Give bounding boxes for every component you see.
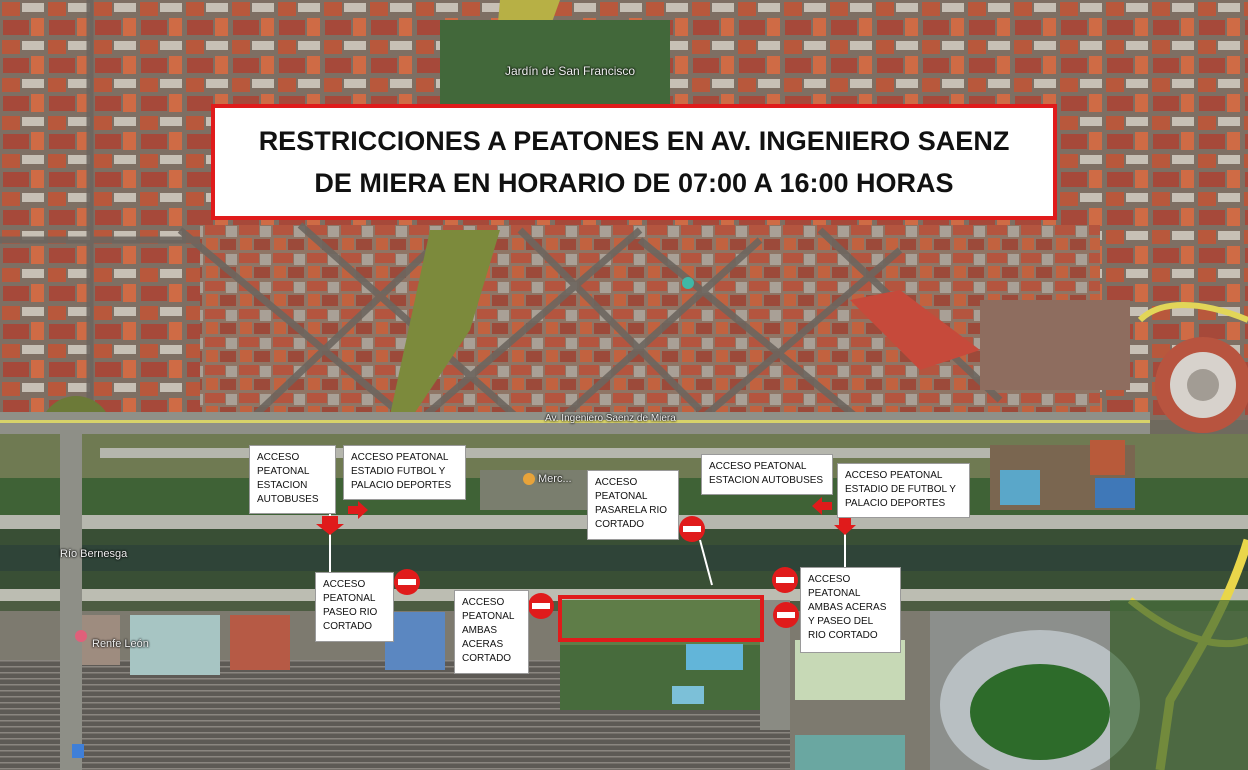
callout-text: ESTACION AUTOBUSES <box>709 475 824 486</box>
title-line-2: DE MIERA EN HORARIO DE 07:00 A 16:00 HORAS <box>314 168 954 198</box>
callout-text: AUTOBUSES <box>257 494 319 505</box>
callout-text: ACERAS <box>462 639 504 650</box>
callout-text: PEATONAL <box>323 593 376 604</box>
park-label: Jardín de San Francisco <box>505 64 636 78</box>
no-entry-icon <box>679 516 705 542</box>
callout-pasarela <box>587 470 679 540</box>
callout-text: RIO CORTADO <box>808 630 878 641</box>
restriction-title-box <box>211 104 1057 220</box>
callout-paseo-rio <box>315 572 394 642</box>
callout-text: ESTADIO FUTBOL Y <box>351 466 446 477</box>
callout-text: CORTADO <box>323 621 373 632</box>
place-marker-icon <box>72 744 84 758</box>
callout-ambas-aceras-left <box>454 590 529 674</box>
callout-text: ESTADIO DE FUTBOL Y <box>845 484 956 495</box>
callout-text: ACCESO PEATONAL <box>709 461 807 472</box>
no-entry-icon <box>528 593 554 619</box>
title-line-1: RESTRICCIONES A PEATONES EN AV. INGENIERO SAENZ <box>258 126 1010 156</box>
callout-text: PALACIO DEPORTES <box>351 480 452 491</box>
callout-stadium-right <box>837 463 970 518</box>
callout-text: PASEO RIO <box>323 607 378 618</box>
place-marker-icon <box>682 277 694 289</box>
callout-text: ACCESO <box>257 452 300 463</box>
callout-text: ESTACION <box>257 480 308 491</box>
no-entry-icon <box>394 569 420 595</box>
callout-text: PEATONAL <box>462 611 515 622</box>
no-entry-icon <box>773 602 799 628</box>
callout-text: AMBAS <box>462 625 498 636</box>
callout-text: Y PASEO DEL <box>808 616 874 627</box>
avenue-label: Av. Ingeniero Saenz de Miera <box>545 413 676 424</box>
callout-text: PEATONAL <box>808 588 861 599</box>
callout-text: ACCESO PEATONAL <box>351 452 449 463</box>
callout-text: PEATONAL <box>257 466 310 477</box>
callout-text: CORTADO <box>595 519 645 530</box>
station-label: Renfe León <box>92 638 149 650</box>
callout-text: PEATONAL <box>595 491 648 502</box>
no-entry-icon <box>772 567 798 593</box>
callout-text: AMBAS ACERAS <box>808 602 887 613</box>
callout-bus-station-left <box>249 445 336 514</box>
callout-text: CORTADO <box>462 653 512 664</box>
callout-text: ACCESO PEATONAL <box>845 470 943 481</box>
callout-text: ACCESO <box>808 574 851 585</box>
callout-ambas-aceras-right <box>800 567 901 653</box>
place-marker-icon <box>75 630 87 642</box>
river-label: Río Bernesga <box>60 548 128 560</box>
callout-stadium-left <box>343 445 466 500</box>
callout-text: ACCESO <box>462 597 505 608</box>
callout-text: ACCESO <box>323 579 366 590</box>
callout-text: PALACIO DEPORTES <box>845 498 946 509</box>
callout-text: PASARELA RIO <box>595 505 668 516</box>
callout-bus-station-right <box>701 454 833 495</box>
shop-label: Merc... <box>538 473 572 485</box>
place-marker-icon <box>523 473 535 485</box>
callout-text: ACCESO <box>595 477 638 488</box>
